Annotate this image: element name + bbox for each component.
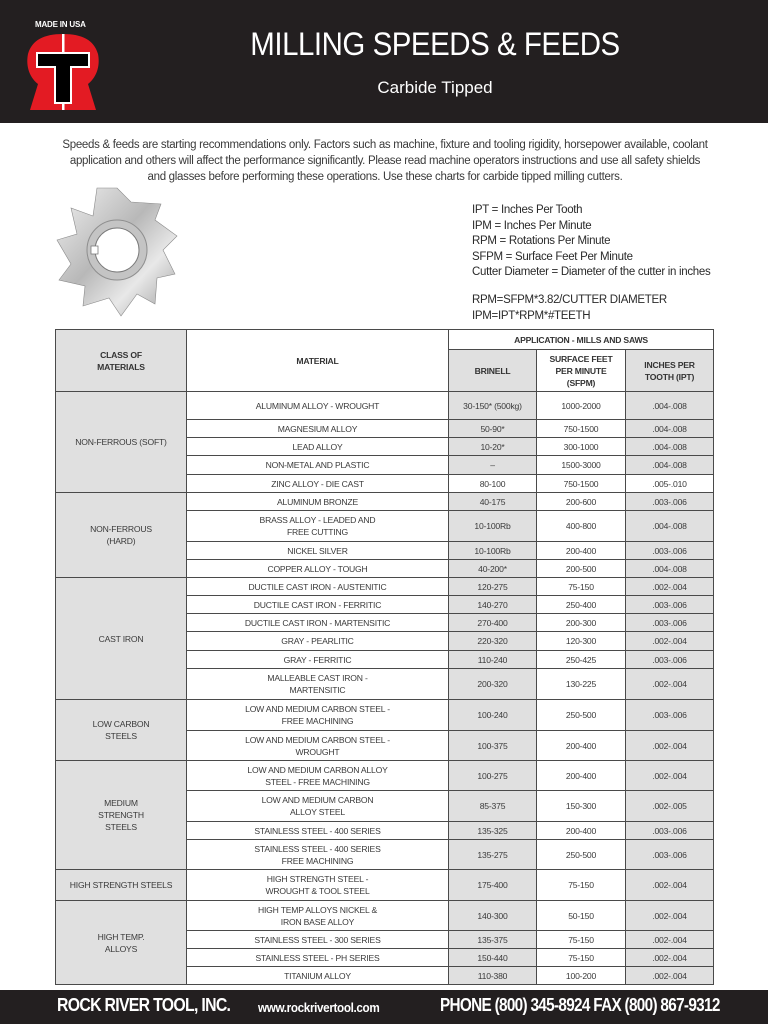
sfpm-cell: 250-500 [537, 700, 626, 731]
sfpm-cell: 75-150 [537, 931, 626, 949]
ipt-cell: .004-.008 [626, 511, 714, 542]
formulas [472, 293, 667, 324]
sfpm-cell: 200-300 [537, 614, 626, 632]
sfpm-cell: 250-425 [537, 651, 626, 669]
page-title: MILLING SPEEDS & FEEDS [250, 26, 620, 62]
speeds-feeds-table [55, 329, 714, 985]
ipt-cell: .002-.004 [626, 578, 714, 596]
brinell-cell: 40-200* [449, 560, 537, 578]
ipt-cell: .002-.005 [626, 791, 714, 822]
brinell-cell: 175-400 [449, 870, 537, 901]
table-row [56, 870, 714, 901]
ipt-cell: .003-.006 [626, 596, 714, 614]
material-cell: BRASS ALLOY - LEADED AND FREE CUTTING [187, 511, 449, 542]
material-cell: LOW AND MEDIUM CARBON STEEL - FREE MACHINING [187, 700, 449, 731]
rock-river-tool-logo-icon [24, 34, 102, 110]
brinell-cell: 10-20* [449, 438, 537, 456]
material-cell: COPPER ALLOY - TOUGH [187, 560, 449, 578]
sfpm-cell: 250-500 [537, 840, 626, 870]
material-cell: LOW AND MEDIUM CARBON ALLOY STEEL [187, 791, 449, 822]
sfpm-cell: 200-400 [537, 731, 626, 761]
brinell-cell: 200-320 [449, 669, 537, 700]
legend-item: Cutter Diameter = Diameter of the cutter in inches [472, 266, 711, 278]
saw-cutter-icon [50, 180, 185, 320]
material-cell: LOW AND MEDIUM CARBON STEEL - WROUGHT [187, 731, 449, 761]
brinell-cell: 140-270 [449, 596, 537, 614]
brinell-cell: 135-375 [449, 931, 537, 949]
ipt-cell: .003-.006 [626, 700, 714, 731]
material-cell: MAGNESIUM ALLOY [187, 420, 449, 438]
material-cell: DUCTILE CAST IRON - AUSTENITIC [187, 578, 449, 596]
legend-item: IPT = Inches Per Tooth [472, 204, 583, 216]
sfpm-cell: 150-300 [537, 791, 626, 822]
material-cell: DUCTILE CAST IRON - FERRITIC [187, 596, 449, 614]
material-cell: STAINLESS STEEL - 400 SERIES FREE MACHINING [187, 840, 449, 870]
material-cell: HIGH STRENGTH STEEL - WROUGHT & TOOL STEEL [187, 870, 449, 901]
formula-ipm: IPM=IPT*RPM*#TEETH [472, 309, 591, 322]
sfpm-cell: 1000-2000 [537, 392, 626, 420]
website-link[interactable]: www.rockrivertool.com [258, 1000, 380, 1015]
brinell-cell: 100-375 [449, 731, 537, 761]
material-cell: STAINLESS STEEL - 300 SERIES [187, 931, 449, 949]
sfpm-cell: 75-150 [537, 578, 626, 596]
material-cell: LEAD ALLOY [187, 438, 449, 456]
contact-phone-fax: PHONE (800) 345-8924 FAX (800) 867-9312 [440, 995, 720, 1015]
brinell-cell: 135-325 [449, 822, 537, 840]
page-subtitle: Carbide Tipped [377, 78, 493, 97]
legend-item: SFPM = Surface Feet Per Minute [472, 250, 633, 263]
header-class: CLASS OF MATERIALS [56, 330, 187, 392]
sfpm-cell: 200-500 [537, 560, 626, 578]
ipt-cell: .002-.004 [626, 870, 714, 901]
material-cell: ALUMINUM ALLOY - WROUGHT [187, 392, 449, 420]
sfpm-cell: 300-1000 [537, 438, 626, 456]
sfpm-cell: 200-400 [537, 822, 626, 840]
brinell-cell: 30-150* (500kg) [449, 392, 537, 420]
brinell-cell: 50-90* [449, 420, 537, 438]
class-cell: HIGH STRENGTH STEELS [56, 870, 187, 901]
brinell-cell: 135-275 [449, 840, 537, 870]
brinell-cell: 80-100 [449, 475, 537, 493]
ipt-cell: .002-.004 [626, 931, 714, 949]
class-cell: CAST IRON [56, 578, 187, 700]
class-cell: MEDIUM STRENGTH STEELS [56, 761, 187, 870]
ipt-cell: .003-.006 [626, 840, 714, 870]
header-banner [0, 0, 768, 123]
sfpm-cell: 200-400 [537, 761, 626, 791]
header-material: MATERIAL [187, 330, 449, 392]
sfpm-cell: 100-200 [537, 967, 626, 985]
ipt-cell: .005-.010 [626, 475, 714, 493]
ipt-cell: .004-.008 [626, 392, 714, 420]
table-row [56, 700, 714, 731]
material-cell: TITANIUM ALLOY [187, 967, 449, 985]
material-cell: HIGH TEMP ALLOYS NICKEL & IRON BASE ALLOY [187, 901, 449, 931]
material-cell: NON-METAL AND PLASTIC [187, 456, 449, 475]
table-row [56, 493, 714, 511]
sfpm-cell: 400-800 [537, 511, 626, 542]
intro-paragraph: Speeds & feeds are starting recommendations only. Factors such as machine, fixture and tooling rigidity, horsepower available, coolant application and others will affect the performance significantly. Please read machine operators instructions and use all safety shields and glasses before performing these operations. Use these charts for carbide tipped milling cutters. [62, 139, 708, 183]
sfpm-cell: 250-400 [537, 596, 626, 614]
abbreviation-legend [472, 203, 710, 281]
brinell-cell: 100-275 [449, 761, 537, 791]
ipt-cell: .002-.004 [626, 761, 714, 791]
ipt-cell: .003-.006 [626, 822, 714, 840]
class-cell: NON-FERROUS (SOFT) [56, 392, 187, 493]
material-cell: STAINLESS STEEL - 400 SERIES [187, 822, 449, 840]
sfpm-cell: 75-150 [537, 949, 626, 967]
sfpm-cell: 1500-3000 [537, 456, 626, 475]
material-cell: NICKEL SILVER [187, 542, 449, 560]
material-cell: ALUMINUM BRONZE [187, 493, 449, 511]
sfpm-cell: 200-600 [537, 493, 626, 511]
brinell-cell: 150-440 [449, 949, 537, 967]
ipt-cell: .004-.008 [626, 420, 714, 438]
brinell-cell: 270-400 [449, 614, 537, 632]
class-cell: NON-FERROUS (HARD) [56, 493, 187, 578]
brinell-cell: 120-275 [449, 578, 537, 596]
table-row [56, 392, 714, 420]
ipt-cell: .002-.004 [626, 967, 714, 985]
header-sfpm: SURFACE FEET PER MINUTE (SFPM) [537, 350, 626, 392]
brinell-cell: – [449, 456, 537, 475]
ipt-cell: .002-.004 [626, 731, 714, 761]
ipt-cell: .003-.006 [626, 651, 714, 669]
brinell-cell: 220-320 [449, 632, 537, 651]
header-ipt: INCHES PER TOOTH (IPT) [626, 350, 714, 392]
made-in-usa-label: MADE IN USA [35, 20, 86, 29]
ipt-cell: .003-.006 [626, 493, 714, 511]
sfpm-cell: 130-225 [537, 669, 626, 700]
table-row [56, 761, 714, 791]
table-row [56, 901, 714, 931]
header-brinell: BRINELL [449, 350, 537, 392]
sfpm-cell: 120-300 [537, 632, 626, 651]
ipt-cell: .002-.004 [626, 949, 714, 967]
brinell-cell: 40-175 [449, 493, 537, 511]
material-cell: GRAY - FERRITIC [187, 651, 449, 669]
company-name: ROCK RIVER TOOL, INC. [57, 995, 231, 1015]
material-cell: GRAY - PEARLITIC [187, 632, 449, 651]
footer-banner [0, 990, 768, 1024]
formula-rpm: RPM=SFPM*3.82/CUTTER DIAMETER [472, 294, 667, 306]
ipt-cell: .004-.008 [626, 560, 714, 578]
brinell-cell: 110-380 [449, 967, 537, 985]
class-cell: LOW CARBON STEELS [56, 700, 187, 761]
brinell-cell: 85-375 [449, 791, 537, 822]
ipt-cell: .004-.008 [626, 438, 714, 456]
table-row [56, 578, 714, 596]
ipt-cell: .002-.004 [626, 901, 714, 931]
legend-item: IPM = Inches Per Minute [472, 219, 592, 232]
ipt-cell: .004-.008 [626, 456, 714, 475]
material-cell: DUCTILE CAST IRON - MARTENSITIC [187, 614, 449, 632]
sfpm-cell: 750-1500 [537, 420, 626, 438]
material-cell: LOW AND MEDIUM CARBON ALLOY STEEL - FREE MACHINING [187, 761, 449, 791]
brinell-cell: 100-240 [449, 700, 537, 731]
sfpm-cell: 50-150 [537, 901, 626, 931]
material-cell: MALLEABLE CAST IRON - MARTENSITIC [187, 669, 449, 700]
brinell-cell: 140-300 [449, 901, 537, 931]
sfpm-cell: 750-1500 [537, 475, 626, 493]
brinell-cell: 10-100Rb [449, 511, 537, 542]
material-cell: ZINC ALLOY - DIE CAST [187, 475, 449, 493]
class-cell: HIGH TEMP. ALLOYS [56, 901, 187, 985]
sfpm-cell: 75-150 [537, 870, 626, 901]
header-application: APPLICATION - MILLS AND SAWS [449, 330, 714, 350]
ipt-cell: .003-.006 [626, 614, 714, 632]
ipt-cell: .002-.004 [626, 632, 714, 651]
sfpm-cell: 200-400 [537, 542, 626, 560]
ipt-cell: .002-.004 [626, 669, 714, 700]
brinell-cell: 10-100Rb [449, 542, 537, 560]
material-cell: STAINLESS STEEL - PH SERIES [187, 949, 449, 967]
legend-item: RPM = Rotations Per Minute [472, 235, 611, 247]
brinell-cell: 110-240 [449, 651, 537, 669]
ipt-cell: .003-.006 [626, 542, 714, 560]
